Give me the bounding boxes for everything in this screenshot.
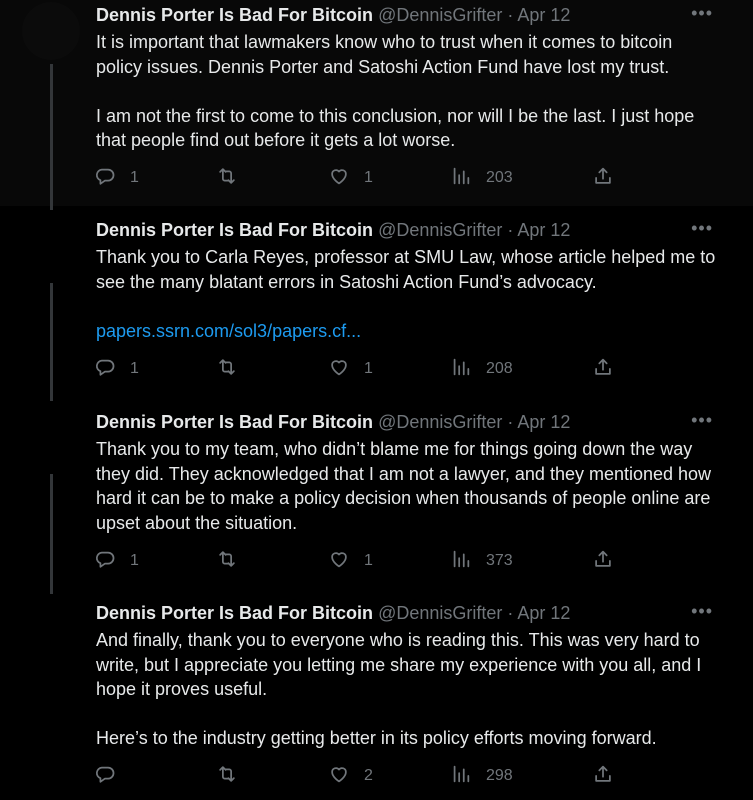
action-bar <box>94 357 634 381</box>
retweet-button[interactable] <box>216 166 252 190</box>
share-button[interactable] <box>592 357 614 381</box>
views-count: 298 <box>486 767 513 784</box>
views-button[interactable] <box>450 357 513 381</box>
separator: · <box>507 220 514 240</box>
tweet-paragraph: Thank you to my team, who didn’t blame me for things going down the way they did. They acknowledged that I am not a lawyer, and they mentioned how hard it can be to make a policy decision when thousands of people online are upset about the situation. <box>96 439 712 533</box>
views-count: 373 <box>486 552 513 569</box>
like-icon <box>328 165 350 192</box>
retweet-icon <box>216 165 238 192</box>
tweet-paragraph: And finally, thank you to everyone who is reading this. This was very hard to write, but I appreciate you letting me share my experience with you all, and I hope it proves useful. <box>96 630 702 699</box>
reply-count: 1 <box>130 169 139 186</box>
tweet-date[interactable]: Apr 12 <box>517 220 571 240</box>
reply-icon <box>94 548 116 575</box>
retweet-icon <box>216 548 238 575</box>
retweet-icon <box>216 763 238 790</box>
author-handle[interactable]: @DennisGrifter <box>378 220 503 240</box>
reply-icon <box>94 356 116 383</box>
tweet-paragraph: Thank you to Carla Reyes, professor at SMU Law, whose article helped me to see the many blatant errors in Satoshi Action Fund’s advocacy. <box>96 247 716 292</box>
views-button[interactable] <box>450 166 513 190</box>
reply-count: 1 <box>130 552 139 569</box>
views-button[interactable] <box>450 549 513 573</box>
tweet-paragraph: It is important that lawmakers know who to trust when it comes to bitcoin policy issues. Dennis Porter and Satoshi Action Fund have lost my trust. <box>96 32 673 77</box>
like-button[interactable] <box>328 166 373 190</box>
action-bar <box>94 764 634 788</box>
views-icon <box>450 356 472 383</box>
tweet-header <box>96 411 570 433</box>
thread-line <box>50 64 53 210</box>
retweet-icon <box>216 356 238 383</box>
like-button[interactable] <box>328 357 373 381</box>
like-icon <box>328 356 350 383</box>
more-options-icon[interactable]: ••• <box>691 410 713 430</box>
like-button[interactable] <box>328 764 373 788</box>
like-icon <box>328 548 350 575</box>
more-options-icon[interactable]: ••• <box>691 218 713 238</box>
reply-button[interactable] <box>94 764 130 788</box>
tweet-text <box>96 437 721 535</box>
tweet[interactable] <box>0 407 753 592</box>
share-icon <box>592 763 614 790</box>
views-icon <box>450 548 472 575</box>
like-count: 1 <box>364 360 373 377</box>
like-count: 2 <box>364 767 373 784</box>
action-bar <box>94 549 634 573</box>
share-icon <box>592 548 614 575</box>
author-name[interactable]: Dennis Porter Is Bad For Bitcoin <box>96 5 374 25</box>
reply-icon <box>94 165 116 192</box>
tweet-text <box>96 628 721 751</box>
author-name[interactable]: Dennis Porter Is Bad For Bitcoin <box>96 603 374 623</box>
reply-icon <box>94 763 116 790</box>
retweet-button[interactable] <box>216 764 252 788</box>
reply-count: 1 <box>130 360 139 377</box>
tweet-header <box>96 219 570 241</box>
share-button[interactable] <box>592 166 614 190</box>
separator: · <box>507 603 514 623</box>
tweet-link[interactable]: papers.ssrn.com/sol3/papers.cf... <box>96 320 362 341</box>
tweet[interactable] <box>0 215 753 400</box>
tweet-header <box>96 602 570 624</box>
retweet-button[interactable] <box>216 549 252 573</box>
thread-line <box>50 283 53 401</box>
tweet[interactable] <box>0 0 753 206</box>
author-handle[interactable]: @DennisGrifter <box>378 5 503 25</box>
reply-button[interactable] <box>94 549 139 573</box>
views-count: 208 <box>486 360 513 377</box>
more-options-icon[interactable]: ••• <box>691 601 713 621</box>
like-button[interactable] <box>328 549 373 573</box>
tweet-header <box>96 4 570 26</box>
reply-button[interactable] <box>94 357 139 381</box>
tweet-date[interactable]: Apr 12 <box>517 603 571 623</box>
author-name[interactable]: Dennis Porter Is Bad For Bitcoin <box>96 220 374 240</box>
thread-line <box>50 474 53 594</box>
views-icon <box>450 165 472 192</box>
share-icon <box>592 165 614 192</box>
like-icon <box>328 763 350 790</box>
tweet-date[interactable]: Apr 12 <box>517 412 571 432</box>
more-options-icon[interactable]: ••• <box>691 3 713 23</box>
share-button[interactable] <box>592 549 614 573</box>
like-count: 1 <box>364 552 373 569</box>
tweet[interactable] <box>0 598 753 800</box>
views-icon <box>450 763 472 790</box>
tweet-date[interactable]: Apr 12 <box>517 5 571 25</box>
views-button[interactable] <box>450 764 513 788</box>
tweet-paragraph: Here’s to the industry getting better in its policy efforts moving forward. <box>96 728 657 748</box>
reply-button[interactable] <box>94 166 139 190</box>
separator: · <box>507 412 514 432</box>
author-name[interactable]: Dennis Porter Is Bad For Bitcoin <box>96 412 374 432</box>
separator: · <box>507 5 514 25</box>
tweet-text <box>96 30 721 153</box>
avatar[interactable] <box>22 2 80 60</box>
tweet-text <box>96 245 721 343</box>
author-handle[interactable]: @DennisGrifter <box>378 603 503 623</box>
like-count: 1 <box>364 169 373 186</box>
author-handle[interactable]: @DennisGrifter <box>378 412 503 432</box>
action-bar <box>94 166 634 190</box>
share-icon <box>592 356 614 383</box>
tweet-paragraph: I am not the first to come to this conclusion, nor will I be the last. I just hope that people find out before it gets a lot worse. <box>96 105 695 150</box>
retweet-button[interactable] <box>216 357 252 381</box>
share-button[interactable] <box>592 764 614 788</box>
views-count: 203 <box>486 169 513 186</box>
